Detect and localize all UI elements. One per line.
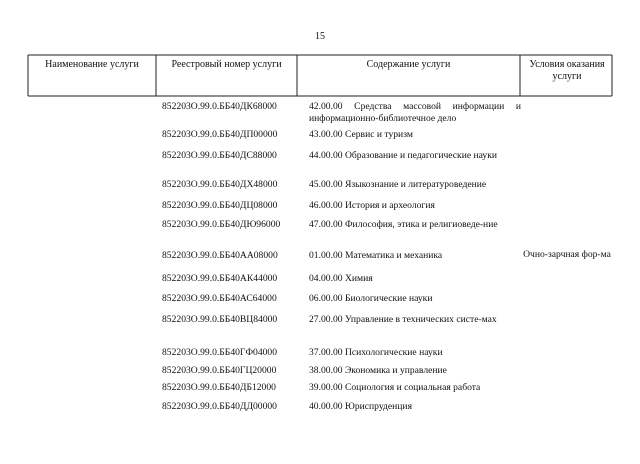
registry-number-cell: 852203О.99.0.ББ40ВЦ84000	[162, 314, 278, 325]
registry-number-cell: 852203О.99.0.ББ40АС64000	[162, 293, 277, 304]
service-content-cell: 39.00.00 Социология и социальная работа	[309, 382, 481, 393]
header-registry-number: Реестровый номер услуги	[171, 59, 282, 70]
header-service-name: Наименование услуги	[45, 59, 139, 70]
service-content-cell: 45.00.00 Языкознание и литературоведение	[309, 179, 487, 190]
header-service-content: Содержание услуги	[366, 59, 451, 70]
registry-number-cell: 852203О.99.0.ББ40ГФ04000	[162, 347, 278, 358]
registry-number-cell: 852203О.99.0.ББ40ГЦ20000	[162, 365, 277, 376]
registry-number-cell: 852203О.99.0.ББ40ДП00000	[162, 129, 278, 140]
registry-number-cell: 852203О.99.0.ББ40ДС88000	[162, 150, 277, 161]
service-content-cell: 44.00.00 Образование и педагогические науки	[309, 150, 497, 161]
registry-number-cell: 852203О.99.0.ББ40АА08000	[162, 250, 278, 261]
service-content-cell: 38.00.00 Экономика и управление	[309, 365, 447, 376]
registry-number-cell: 852203О.99.0.ББ40АК44000	[162, 273, 278, 284]
service-content-cell: 06.00.00 Биологические науки	[309, 293, 433, 304]
header-service-conditions: Условия оказания услуги	[529, 59, 605, 82]
service-content-cell: 37.00.00 Психологические науки	[309, 347, 443, 358]
service-content-cell: 04.00.00 Химия	[309, 273, 373, 284]
service-content-cell: 43.00.00 Сервис и туризм	[309, 129, 413, 140]
service-content-cell: 27.00.00 Управление в технических систе-мах	[309, 314, 497, 325]
service-content-cell: 42.00.00 Средства массовой информации и информационно-библиотечное дело	[309, 101, 521, 124]
registry-number-cell: 852203О.99.0.ББ40ДХ48000	[162, 179, 278, 190]
page-number: 15	[315, 31, 325, 42]
registry-number-cell: 852203О.99.0.ББ40ДЮ96000	[162, 219, 281, 230]
registry-number-cell: 852203О.99.0.ББ40ДК68000	[162, 101, 277, 112]
service-content-cell: 46.00.00 История и археология	[309, 200, 435, 211]
conditions-value: Очно-зарчная фор-ма	[523, 249, 611, 260]
service-content-cell: 47.00.00 Философия, этика и религиоведе-ние	[309, 219, 498, 230]
service-content-cell: 01.00.00 Математика и механика	[309, 250, 443, 261]
service-content-cell: 40.00.00 Юриспруденция	[309, 401, 412, 412]
registry-number-cell: 852203О.99.0.ББ40ДЦ08000	[162, 200, 278, 211]
registry-number-cell: 852203О.99.0.ББ40ДБ12000	[162, 382, 276, 393]
registry-number-cell: 852203О.99.0.ББ40ДД00000	[162, 401, 277, 412]
